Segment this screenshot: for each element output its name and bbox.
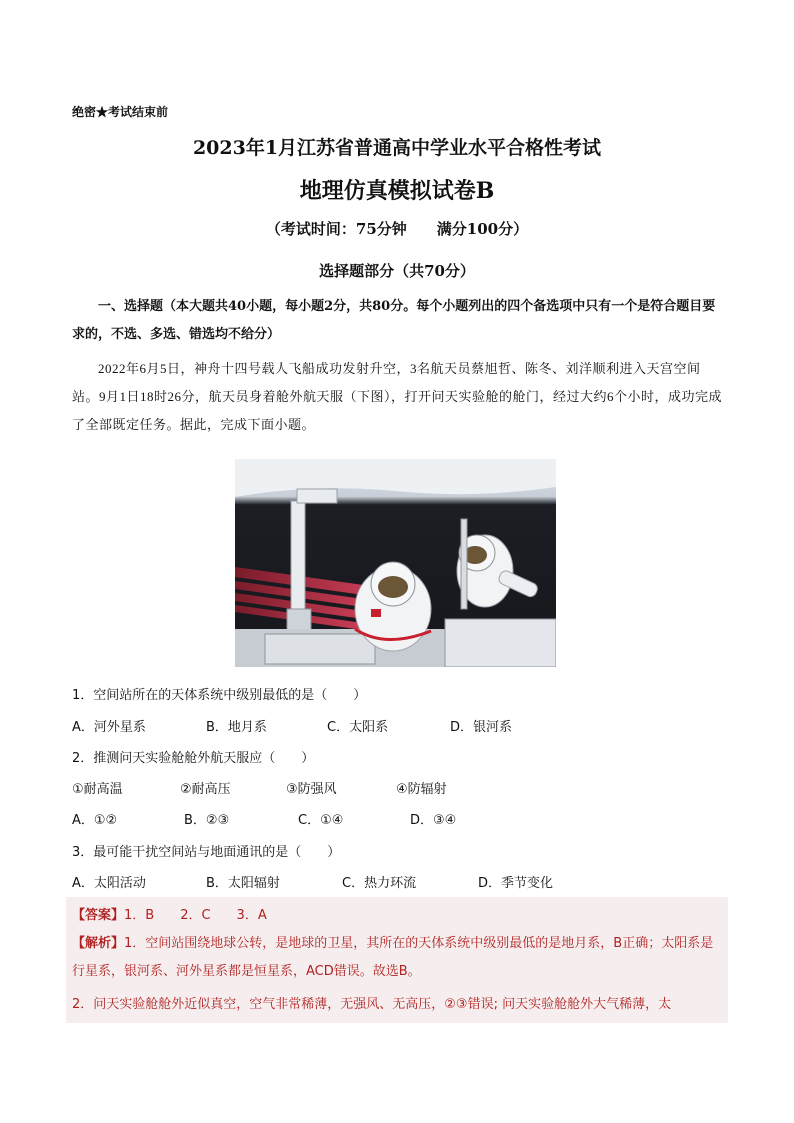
answer-text: 1．B 2．C 3．A <box>124 908 267 923</box>
option-d: D．③④ <box>410 813 457 828</box>
question-3-stem: 3．最可能干扰空间站与地面通讯的是（ ） <box>72 845 341 860</box>
explanation-2: 2．问天实验舱舱外近似真空，空气非常稀薄，无强风、无高压，②③错误; 问天实验舱舱外大气稀薄，太 <box>72 997 672 1012</box>
option-b: B．太阳辐射 <box>206 876 280 891</box>
option-c: C．①④ <box>298 813 344 828</box>
explanation-tag: 【解析】 <box>72 936 125 951</box>
spacewalk-photo <box>235 459 556 667</box>
sub-item-1: ①耐高温 <box>72 782 123 797</box>
time-info: （考试时间：75分钟 满分100分） <box>265 220 529 238</box>
option-d: D．银河系 <box>450 720 513 735</box>
option-a: A．①② <box>72 813 118 828</box>
section-title: 选择题部分（共70分） <box>319 262 475 280</box>
sub-item-4: ④防辐射 <box>396 782 447 797</box>
question-2-stem: 2．推测问天实验舱舱外航天服应（ ） <box>72 751 315 766</box>
sub-item-2: ②耐高压 <box>180 782 231 797</box>
option-a: A．太阳活动 <box>72 876 146 891</box>
option-b: B．地月系 <box>206 720 267 735</box>
question-1-stem: 1．空间站所在的天体系统中级别最低的是（ ） <box>72 688 367 703</box>
option-a: A．河外星系 <box>72 720 146 735</box>
option-c: C．太阳系 <box>327 720 389 735</box>
secret-label: 绝密★考试结束前 <box>72 105 169 119</box>
explanation-1 <box>72 930 724 986</box>
reading-passage: 2022年6月5日，神舟十四号载人飞船成功发射升空，3名航天员蔡旭哲、陈冬、刘洋顺利进入天宫空间站。9月1日18时26分，航天员身着舱外航天服（下图），打开问天实验舱的舱门，经过大约6个小时，成功完成了全部既定任务。据此，完成下面小题。 <box>72 361 723 432</box>
option-b: B．②③ <box>184 813 230 828</box>
sub-item-3: ③防强风 <box>286 782 337 797</box>
option-c: C．热力环流 <box>342 876 417 891</box>
answer-line <box>72 904 267 923</box>
answer-tag: 【答案】 <box>72 908 125 923</box>
paper-title: 地理仿真模拟试卷B <box>299 178 495 204</box>
explanation-text-1: 1．空间站围绕地球公转，是地球的卫星，其所在的天体系统中级别最低的是地月系，B正确；太阳系是行星系，银河系、河外星系都是恒星系，ACD错误。故选B。 <box>72 936 714 979</box>
instructions: 一、选择题（本大题共40小题，每小题2分，共80分。每个小题列出的四个备选项中只有一个是符合题目要求的，不选、多选、错选均不给分） <box>72 299 716 342</box>
exam-title: 2023年1月江苏省普通高中学业水平合格性考试 <box>192 137 602 159</box>
option-d: D．季节变化 <box>478 876 554 891</box>
